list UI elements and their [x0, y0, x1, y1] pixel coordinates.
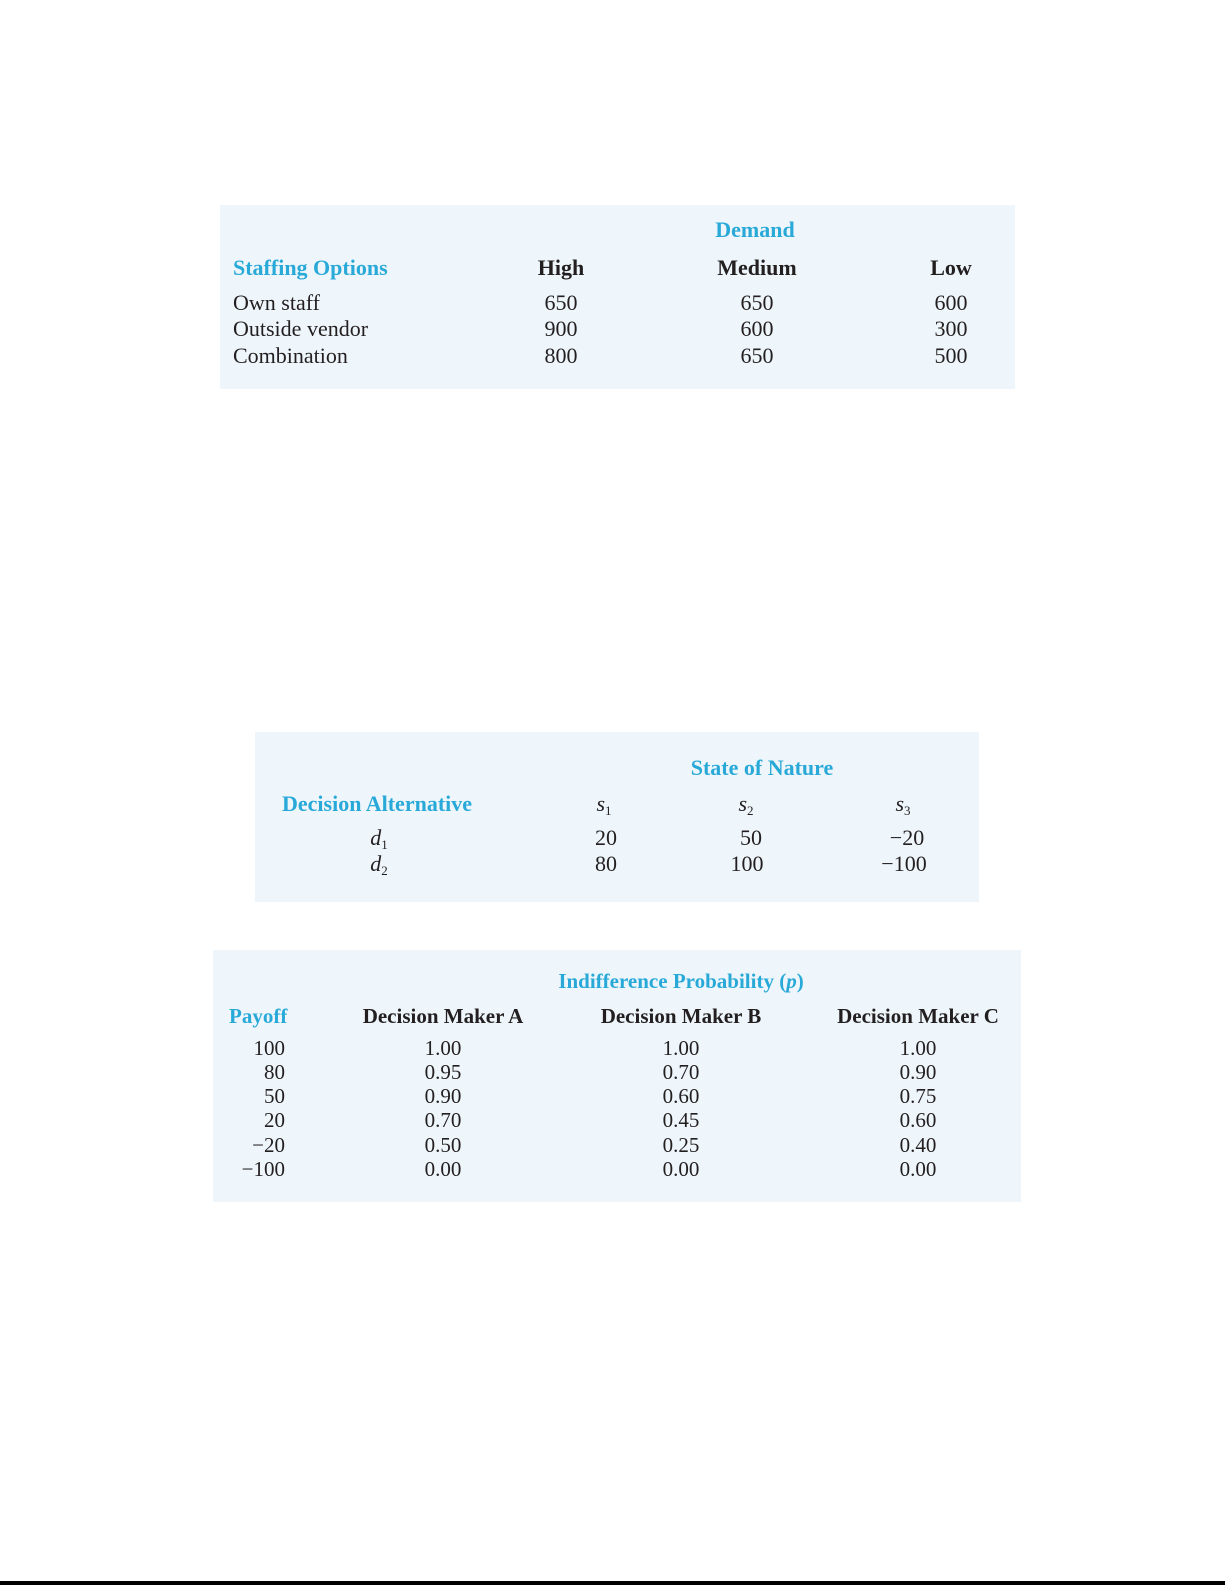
- column-header-s2: $s_2$: [738, 791, 754, 818]
- cell: 0.50: [424, 1133, 462, 1157]
- cell: 0.00: [899, 1157, 937, 1181]
- column-header-s3: $s_3$: [895, 791, 911, 818]
- state-of-nature-header: State of Nature: [690, 755, 834, 780]
- cell: 1.00: [424, 1036, 462, 1060]
- cell: 0.70: [424, 1108, 462, 1132]
- cell: 300: [934, 316, 968, 341]
- column-header-s1: $s_1$: [596, 791, 612, 818]
- cell: 600: [740, 316, 774, 341]
- payoff-header: Payoff: [229, 1004, 288, 1028]
- payoff-cell: −100: [241, 1157, 285, 1181]
- cell: 0.00: [662, 1157, 700, 1181]
- column-header-decision-maker-a: Decision Maker A: [362, 1004, 524, 1028]
- cell: 650: [740, 343, 774, 368]
- cell: 0.90: [424, 1084, 462, 1108]
- cell: −20: [889, 825, 925, 850]
- cell: 0.60: [662, 1084, 700, 1108]
- decision-alternative-header: Decision Alternative: [282, 791, 473, 816]
- column-header-decision-maker-c: Decision Maker C: [837, 1004, 999, 1028]
- cell: 0.95: [424, 1060, 462, 1084]
- row-label-d2: $d_2$: [370, 851, 388, 878]
- column-header-decision-maker-b: Decision Maker B: [600, 1004, 762, 1028]
- decision-payoff-table: [255, 732, 979, 902]
- cell: 50: [740, 825, 762, 850]
- cell: 0.40: [899, 1133, 937, 1157]
- cell: −100: [881, 851, 927, 876]
- column-header-medium: Medium: [717, 255, 797, 280]
- row-label-outside-vendor: Outside vendor: [233, 316, 369, 341]
- cell: 100: [730, 851, 764, 876]
- cell: 800: [544, 343, 578, 368]
- cell: 600: [934, 290, 968, 315]
- cell: 650: [544, 290, 578, 315]
- cell: 0.75: [899, 1084, 937, 1108]
- cell: 0.90: [899, 1060, 937, 1084]
- payoff-cell: 20: [264, 1108, 285, 1132]
- page-bottom-rule: [0, 1581, 1225, 1585]
- cell: 1.00: [899, 1036, 937, 1060]
- cell: 500: [934, 343, 968, 368]
- cell: 1.00: [662, 1036, 700, 1060]
- cell: 80: [595, 851, 617, 876]
- cell: 0.45: [662, 1108, 700, 1132]
- cell: 650: [740, 290, 774, 315]
- row-label-own-staff: Own staff: [233, 290, 320, 315]
- staffing-options-header: Staffing Options: [233, 255, 388, 280]
- column-header-low: Low: [930, 255, 972, 280]
- indifference-probability-header: Indifference Probability (p): [558, 969, 804, 993]
- cell: 900: [544, 316, 578, 341]
- demand-group-header: Demand: [715, 217, 795, 242]
- payoff-cell: 100: [253, 1036, 285, 1060]
- cell: 0.60: [899, 1108, 937, 1132]
- cell: 0.00: [424, 1157, 462, 1181]
- row-label-d1: $d_1$: [370, 825, 388, 852]
- cell: 20: [595, 825, 617, 850]
- payoff-cell: 50: [264, 1084, 285, 1108]
- payoff-cell: −20: [252, 1133, 285, 1157]
- cell: 0.70: [662, 1060, 700, 1084]
- column-header-high: High: [537, 255, 585, 280]
- cell: 0.25: [662, 1133, 700, 1157]
- row-label-combination: Combination: [233, 343, 348, 368]
- payoff-cell: 80: [264, 1060, 285, 1084]
